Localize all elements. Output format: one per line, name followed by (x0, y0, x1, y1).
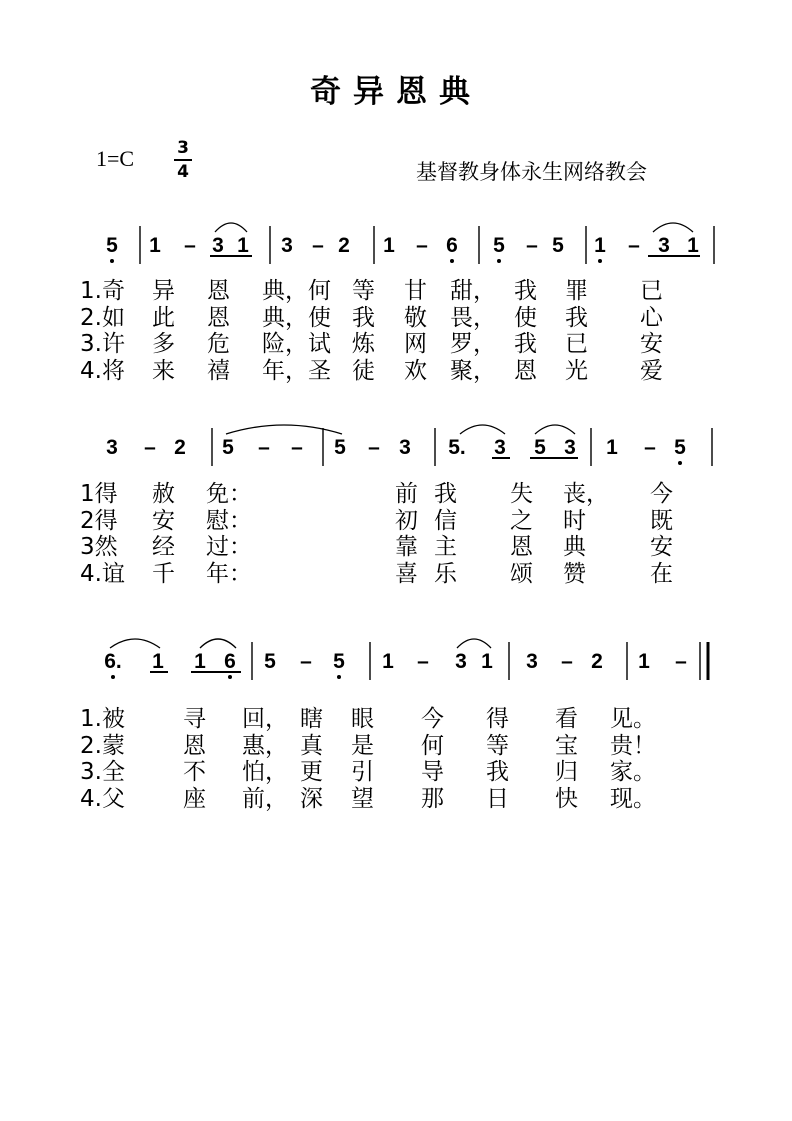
low-octave-dot (111, 675, 115, 679)
note-3-9: – (417, 650, 429, 673)
lyric-word: 失 (510, 481, 533, 507)
note-3-16: – (675, 650, 687, 673)
note-3-1: 6. (104, 650, 122, 673)
lyric-word: 惠， (242, 732, 288, 759)
lyric-word: 炼 (352, 331, 375, 357)
note-2-11: 3 (494, 436, 506, 459)
note-2-14: 1 (606, 436, 618, 459)
lyric-word: 既 (650, 507, 673, 534)
lyric-line-2 (0, 733, 792, 759)
lyric-word: 深 (300, 785, 323, 812)
lyric-word: 禧 (207, 357, 230, 384)
slur-arc (653, 223, 693, 232)
lyric-word: 罪 (565, 278, 588, 304)
note-3-10: 3 (455, 650, 467, 673)
note-1-12: 5 (493, 234, 505, 257)
lyric-line-1 (0, 706, 792, 732)
note-3-7: 5 (333, 650, 345, 673)
lyric-word: 那 (421, 785, 444, 812)
note-3-8: 1 (382, 650, 394, 673)
slur-arc (226, 425, 342, 434)
note-2-13: 3 (564, 436, 576, 459)
lyric-word: 甘 (404, 278, 427, 304)
lyric-word: 真 (300, 732, 323, 759)
lyric-word: 聚， (450, 357, 496, 384)
lyric-word: 来 (152, 357, 175, 384)
lyric-line-2 (0, 508, 792, 534)
note-3-2: 1 (152, 650, 164, 673)
slur-arc (535, 425, 575, 434)
lyric-word: 安 (152, 507, 175, 534)
lyric-word: 恩 (207, 304, 230, 331)
lyric-line-3 (0, 534, 792, 560)
note-1-13: – (526, 234, 538, 257)
lyric-word: 使 (308, 304, 331, 331)
lyric-word: 徒 (352, 357, 375, 384)
lyric-word: 贵！ (610, 732, 656, 759)
lyric-word: 1.被 (80, 706, 125, 732)
low-octave-dot (450, 259, 454, 263)
lyric-word: 家。 (610, 759, 656, 785)
note-1-3: – (184, 234, 196, 257)
lyric-word: 现。 (610, 785, 656, 812)
note-2-5: – (258, 436, 270, 459)
lyric-word: 3然 (80, 534, 118, 560)
lyric-word: 过： (206, 534, 252, 560)
lyric-word: 座 (183, 785, 206, 812)
low-octave-dot (598, 259, 602, 263)
note-1-8: 2 (338, 234, 350, 257)
lyric-word: 经 (152, 534, 175, 560)
lyric-word: 何 (421, 732, 444, 759)
note-3-15: 1 (638, 650, 650, 673)
lyric-word: 1得 (80, 481, 118, 507)
time-signature-top: 3 (177, 138, 189, 158)
note-2-9: 3 (399, 436, 411, 459)
note-2-2: – (144, 436, 156, 459)
lyric-line-1 (0, 481, 792, 507)
lyric-word: 4.将 (80, 357, 125, 384)
note-3-3: 1 (194, 650, 206, 673)
lyric-word: 3.全 (80, 759, 125, 785)
lyric-word: 寻 (183, 706, 206, 732)
lyric-word: 日 (486, 785, 509, 812)
lyric-word: 心 (640, 304, 663, 331)
lyric-word: 慰： (206, 507, 252, 534)
lyric-word: 何 (308, 278, 331, 304)
lyric-word: 回， (242, 706, 288, 732)
lyric-word: 已 (640, 278, 663, 304)
lyric-word: 前 (395, 481, 418, 507)
lyric-word: 甜， (450, 278, 496, 304)
lyrics-system-3 (0, 706, 792, 816)
lyric-word: 安 (650, 534, 673, 560)
lyric-word: 圣 (308, 357, 331, 384)
note-2-8: – (368, 436, 380, 459)
lyric-word: 罗， (450, 331, 496, 357)
lyric-word: 年， (262, 357, 308, 384)
lyric-word: 典 (563, 534, 586, 560)
note-2-10: 5. (448, 436, 466, 459)
lyric-word: 乐 (434, 560, 457, 587)
lyric-word: 瞎 (300, 706, 323, 732)
note-1-2: 1 (149, 234, 161, 257)
lyric-word: 喜 (395, 560, 418, 587)
lyric-word: 我 (352, 304, 375, 331)
lyric-word: 恩 (510, 534, 533, 560)
lyric-line-4 (0, 358, 792, 384)
slur-arc (457, 639, 491, 648)
note-3-12: 3 (526, 650, 538, 673)
slur-arc (200, 639, 236, 648)
lyrics-system-2 (0, 481, 792, 591)
note-2-6: – (291, 436, 303, 459)
lyric-word: 我 (514, 278, 537, 304)
lyric-word: 异 (152, 278, 175, 304)
lyric-word: 我 (486, 759, 509, 785)
lyric-word: 危 (207, 331, 230, 357)
lyric-word: 恩 (207, 278, 230, 304)
lyric-word: 2.蒙 (80, 732, 125, 759)
lyric-word: 4.谊 (80, 560, 125, 587)
lyric-word: 险， (262, 331, 308, 357)
slur-arc (110, 639, 160, 648)
lyric-word: 信 (434, 507, 457, 534)
lyric-word: 颂 (510, 560, 533, 587)
note-1-11: 6 (446, 234, 458, 257)
note-1-14: 5 (552, 234, 564, 257)
lyric-word: 快 (555, 785, 578, 812)
lyric-word: 是 (351, 732, 374, 759)
credit-text: 基督教身体永生网络教会 (416, 160, 647, 184)
lyric-word: 在 (650, 560, 673, 587)
note-3-4: 6 (224, 650, 236, 673)
lyric-word: 2.如 (80, 304, 125, 331)
lyric-word: 多 (152, 331, 175, 357)
lyric-word: 4.父 (80, 785, 125, 812)
note-3-6: – (300, 650, 312, 673)
lyric-word: 赞 (563, 560, 586, 587)
lyric-word: 主 (434, 534, 457, 560)
lyric-word: 2得 (80, 507, 118, 534)
note-2-4: 5 (222, 436, 234, 459)
note-2-7: 5 (334, 436, 346, 459)
lyric-word: 3.许 (80, 331, 125, 357)
note-2-15: – (644, 436, 656, 459)
lyric-word: 更 (300, 759, 323, 785)
note-3-14: 2 (591, 650, 603, 673)
lyric-word: 爱 (640, 357, 663, 384)
slur-arc (460, 425, 505, 434)
lyric-word: 望 (351, 785, 374, 812)
low-octave-dot (110, 259, 114, 263)
note-1-1: 5 (106, 234, 118, 257)
lyric-word: 初 (395, 507, 418, 534)
note-1-18: 1 (687, 234, 699, 257)
lyric-word: 我 (434, 481, 457, 507)
lyric-word: 前， (242, 785, 288, 812)
lyric-word: 今 (421, 706, 444, 732)
lyric-word: 光 (565, 357, 588, 384)
lyric-word: 等 (486, 732, 509, 759)
lyric-word: 引 (351, 759, 374, 785)
lyric-word: 恩 (514, 357, 537, 384)
lyric-word: 我 (514, 331, 537, 357)
lyric-word: 试 (308, 331, 331, 357)
lyric-word: 赦 (152, 481, 175, 507)
lyric-word: 典， (262, 304, 308, 331)
note-2-16: 5 (674, 436, 686, 459)
lyric-word: 等 (352, 278, 375, 304)
lyric-word: 怕， (242, 759, 288, 785)
lyric-word: 导 (421, 759, 444, 785)
lyric-word: 归 (555, 759, 578, 785)
lyric-line-3 (0, 331, 792, 357)
lyric-word: 得 (486, 706, 509, 732)
note-1-7: – (312, 234, 324, 257)
lyric-word: 不 (183, 759, 206, 785)
note-2-12: 5 (534, 436, 546, 459)
lyric-line-2 (0, 305, 792, 331)
note-1-15: 1 (594, 234, 606, 257)
low-octave-dot (678, 461, 682, 465)
lyric-word: 畏， (450, 304, 496, 331)
note-3-11: 1 (481, 650, 493, 673)
lyric-word: 宝 (555, 732, 578, 759)
lyric-word: 此 (152, 304, 175, 331)
note-2-1: 3 (106, 436, 118, 459)
lyric-word: 1.奇 (80, 278, 125, 304)
lyric-word: 免： (206, 481, 252, 507)
note-1-16: – (628, 234, 640, 257)
note-1-17: 3 (658, 234, 670, 257)
time-signature-bottom: 4 (177, 162, 189, 182)
lyric-word: 欢 (404, 357, 427, 384)
slur-arc (215, 223, 247, 232)
lyric-word: 见。 (610, 706, 656, 732)
lyric-word: 靠 (395, 534, 418, 560)
lyric-word: 敬 (404, 304, 427, 331)
lyric-word: 时 (563, 507, 586, 534)
lyric-word: 已 (565, 331, 588, 357)
low-octave-dot (337, 675, 341, 679)
note-1-4: 3 (212, 234, 224, 257)
low-octave-dot (228, 675, 232, 679)
lyric-word: 千 (152, 560, 175, 587)
note-1-9: 1 (383, 234, 395, 257)
lyric-word: 年： (206, 560, 252, 587)
lyric-word: 之 (510, 507, 533, 534)
lyric-word: 恩 (183, 732, 206, 759)
lyric-line-1 (0, 278, 792, 304)
note-1-6: 3 (281, 234, 293, 257)
song-title: 奇异恩典 (310, 74, 482, 110)
low-octave-dot (497, 259, 501, 263)
lyric-word: 安 (640, 331, 663, 357)
key-signature: 1=C (96, 146, 135, 171)
note-2-3: 2 (174, 436, 186, 459)
lyric-word: 看 (555, 706, 578, 732)
lyric-line-4 (0, 561, 792, 587)
lyric-line-3 (0, 759, 792, 785)
lyric-word: 丧， (563, 481, 609, 507)
note-3-5: 5 (264, 650, 276, 673)
note-1-10: – (416, 234, 428, 257)
note-3-13: – (561, 650, 573, 673)
lyric-word: 网 (404, 331, 427, 357)
lyrics-system-1 (0, 278, 792, 388)
lyric-word: 使 (514, 304, 537, 331)
lyric-word: 典， (262, 278, 308, 304)
lyric-word: 今 (650, 481, 673, 507)
note-1-5: 1 (237, 234, 249, 257)
lyric-line-4 (0, 786, 792, 812)
lyric-word: 眼 (351, 706, 374, 732)
lyric-word: 我 (565, 304, 588, 331)
